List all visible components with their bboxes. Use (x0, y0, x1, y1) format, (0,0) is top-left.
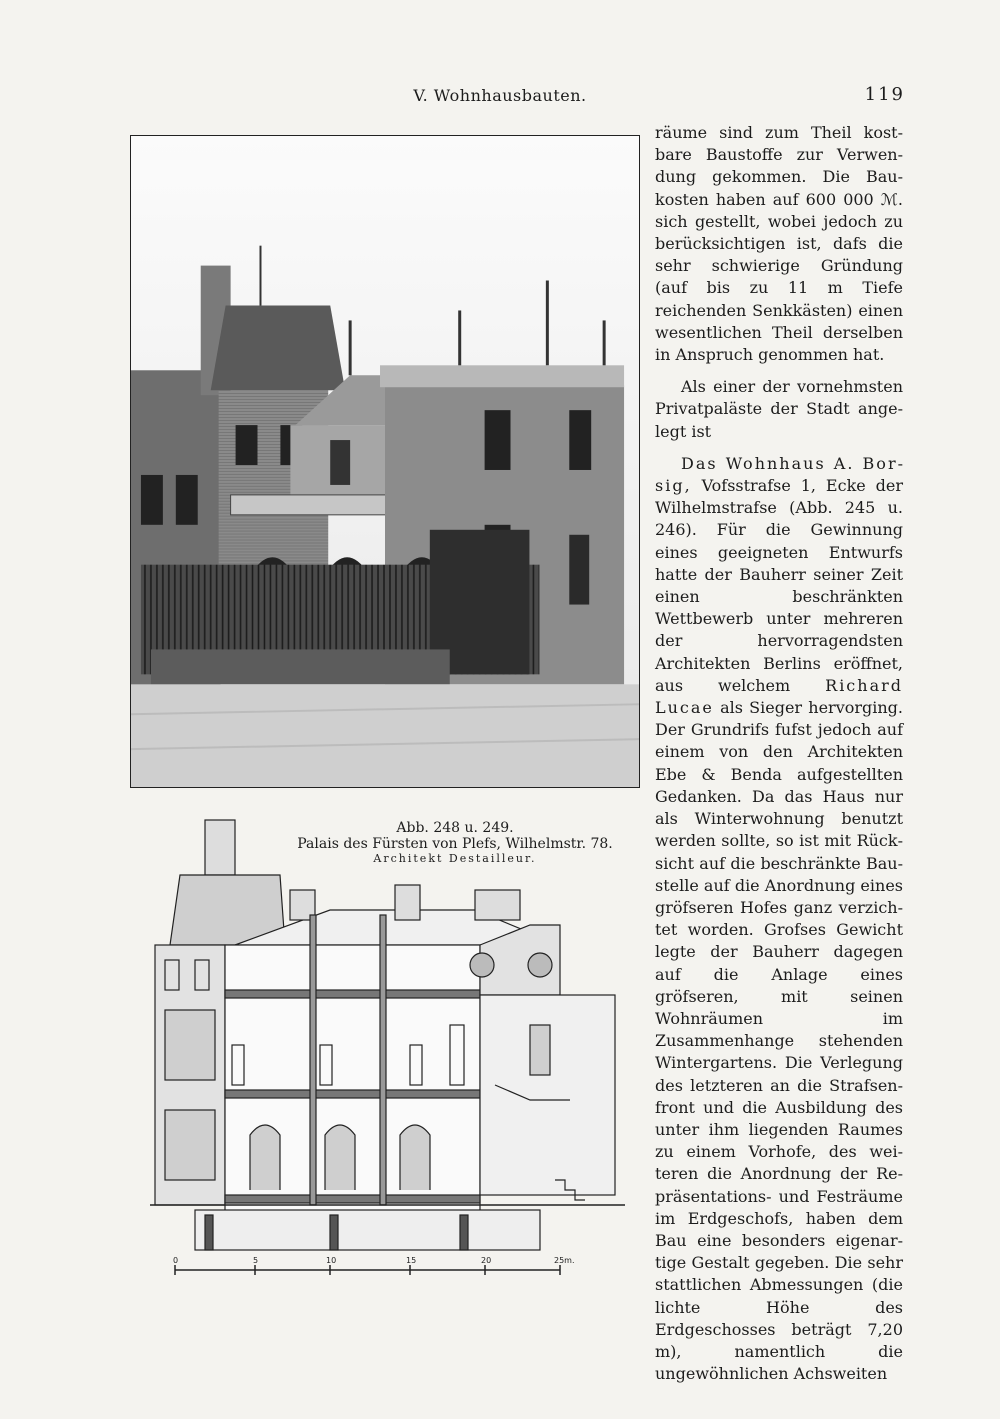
architect-name: Richard Lucae (655, 675, 903, 718)
scale-tick-label: 15 (406, 1256, 417, 1265)
scale-tick-label: 10 (326, 1256, 337, 1265)
scale-bar (173, 1256, 575, 1265)
paragraph-intro: Als einer der vornehmsten Privatpaläste der Stadt angelegt ist (655, 377, 903, 441)
running-header: V. Wohnhausbauten. (413, 86, 587, 105)
scale-tick-label: 0 (173, 1256, 179, 1265)
caption-figure-number: Abb. 248 u. 249. (396, 820, 514, 836)
scale-tick-label: 5 (253, 1256, 259, 1265)
page-number: 119 (864, 84, 905, 105)
body-text-column (655, 122, 903, 1395)
scale-tick-label: 20 (481, 1256, 492, 1265)
paragraph-borsig-house (655, 453, 903, 1386)
paragraph-text: Vofsstrafse 1, Ecke der Wilhelmstrafse (Abb. 245 u. 246). Für die Gewinnung eines geeigneten Entwurfs hatte der Bauherr seiner Zeit einen beschränkten Wettbewerb unter mehreren der hervorragendsten Architekten Berlins eröffnet, aus welchem (655, 476, 903, 695)
paragraph-construction-costs: räume sind zum Theil kostbare Baustoffe zur Verwendung gekommen. Die Baukosten haben auf 600 000 ℳ. sich gestellt, wobei jedoch zu berücksichtigen ist, dafs die sehr schwierige Gründung (auf bis zu 11 m Tiefe reichenden Senkkästen) einen wesentlichen Theil derselben in Anspruch genommen hat. (655, 123, 903, 365)
palace-photograph (130, 135, 640, 788)
paragraph-heading: Das Wohnhaus A. Borsig, (655, 453, 903, 496)
scale-tick-label: 25m. (554, 1256, 575, 1265)
paragraph-text: als Sieger hervorging. Der Grundrifs fufst jedoch auf einem von den Architekten Ebe & Benda aufgestellten Gedanken. Da das Haus nur als Winterwohnung benutzt werden sollte, so ist mit Rücksicht auf die beschränkte Baustelle auf die Anordnung eines gröfseren Hofes ganz verzichtet worden. Grofses Gewicht legte der Bauherr dagegen auf die Anlage eines gröfseren, mit seinen Wohnräumen im Zusammenhange stehenden Wintergartens. Die Verlegung des letzteren an die Strafsenfront und die Ausbildung des unter ihm liegenden Raumes zu einem Vorhofe, des weiteren die Anordnung der Repräsentations- und Festräume im Erdgeschofs, haben dem Bau eine besonders eigenartige Gestalt gegeben. Die sehr stattlichen Abmessungen (die lichte Höhe des Erdgeschosses beträgt 7,20 m), namentlich die ungewöhnlichen Achsweiten (655, 698, 903, 1384)
caption-architect: Architekt Destailleur. (373, 852, 537, 865)
caption-title: Palais des Fürsten von Plefs, Wilhelmstr. 78. (297, 836, 613, 852)
section-drawing (150, 815, 625, 1285)
